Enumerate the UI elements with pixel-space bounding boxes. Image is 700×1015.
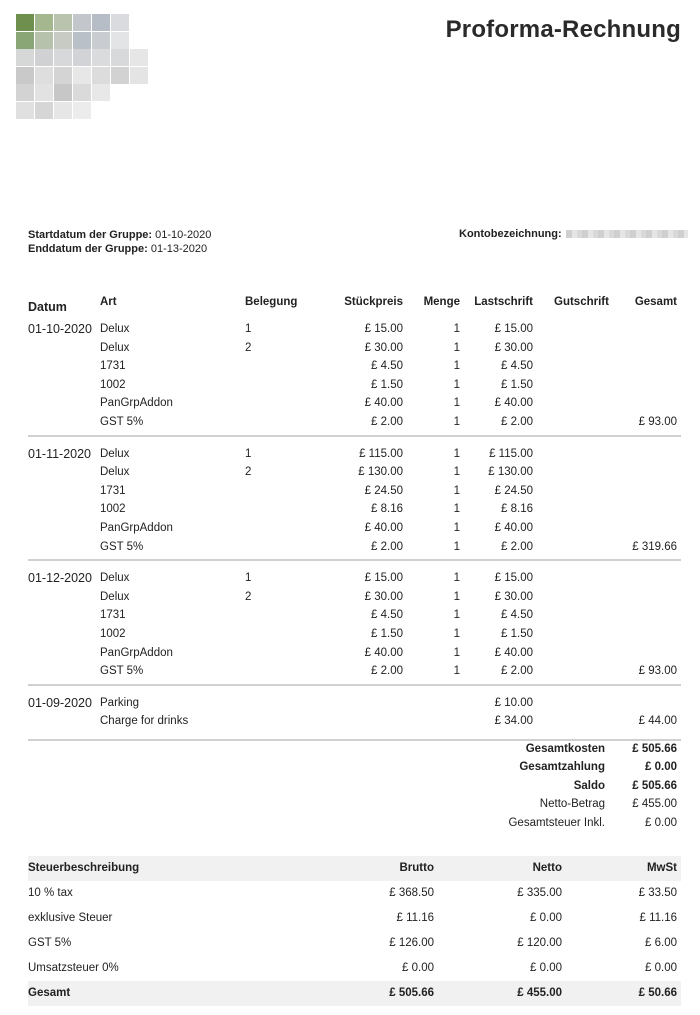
header-date: Datum (28, 300, 67, 314)
tax-table (28, 856, 681, 1006)
tax-header-brutto: Brutto (399, 862, 434, 874)
summary-label: Gesamtkosten (525, 743, 605, 755)
charge-art: Delux (100, 323, 130, 335)
logo-pixel (73, 67, 91, 84)
charge-lastschrift: £ 1.50 (501, 378, 533, 391)
charge-menge: 1 (453, 397, 460, 410)
header-menge: Menge (423, 296, 460, 308)
charge-lastschrift: £ 115.00 (489, 447, 533, 460)
account-name (459, 228, 688, 240)
tax-brutto: £ 368.50 (389, 887, 434, 899)
summary-value: £ 505.66 (632, 743, 677, 755)
charge-row (28, 320, 681, 339)
summary-label: Gesamtzahlung (519, 761, 605, 774)
charge-lastschrift: £ 4.50 (501, 360, 533, 373)
logo-pixel (92, 49, 110, 66)
charge-row (28, 712, 681, 731)
charge-row (28, 357, 681, 376)
tax-desc: 10 % tax (28, 887, 73, 899)
logo-pixel (35, 14, 53, 31)
charge-lastschrift: £ 8.16 (501, 503, 533, 516)
tax-mwst: £ 6.00 (645, 937, 677, 949)
charge-lastschrift: £ 2.00 (501, 540, 533, 553)
charge-group (28, 686, 681, 741)
logo-pixel (16, 84, 34, 101)
charge-stueckpreis: £ 40.00 (364, 521, 403, 534)
tax-netto: £ 335.00 (517, 887, 562, 899)
charge-belegung: 2 (245, 341, 252, 354)
charge-art: PanGrpAddon (100, 646, 173, 659)
charge-lastschrift: £ 2.00 (501, 665, 533, 678)
summary-value: £ 0.00 (645, 761, 677, 774)
charge-lastschrift: £ 1.50 (501, 627, 533, 640)
logo-pixel (73, 32, 91, 49)
tax-total-netto: £ 455.00 (517, 987, 562, 999)
charge-lastschrift: £ 15.00 (494, 323, 533, 335)
charge-group (28, 320, 681, 437)
charge-lastschrift: £ 34.00 (494, 715, 533, 728)
tax-brutto: £ 126.00 (389, 937, 434, 949)
charge-stueckpreis: £ 1.50 (371, 627, 403, 640)
charge-stueckpreis: £ 24.50 (364, 484, 403, 497)
charge-stueckpreis: £ 40.00 (364, 397, 403, 410)
charge-gesamt: £ 93.00 (638, 415, 677, 428)
start-date-label: Startdatum der Gruppe: (28, 229, 153, 241)
charge-gesamt: £ 319.66 (632, 540, 677, 553)
header-lastschrift: Lastschrift (474, 296, 533, 308)
charge-art: Charge for drinks (100, 715, 189, 728)
charge-belegung: 2 (245, 466, 252, 479)
charge-stueckpreis: £ 4.50 (371, 360, 403, 373)
charge-lastschrift: £ 2.00 (501, 415, 533, 428)
charge-stueckpreis: £ 4.50 (371, 609, 403, 622)
logo-pixel (130, 67, 148, 84)
charge-belegung: 1 (245, 323, 252, 335)
charge-gesamt: £ 44.00 (638, 715, 677, 728)
charge-art: Parking (100, 696, 139, 709)
charge-row (28, 569, 681, 588)
charge-art: GST 5% (100, 540, 144, 553)
charge-menge: 1 (453, 341, 460, 354)
group-date: 01-10-2020 (28, 322, 92, 336)
charge-row (28, 694, 681, 713)
charge-menge: 1 (453, 665, 460, 678)
company-logo (16, 14, 172, 120)
charge-art: PanGrpAddon (100, 521, 173, 534)
charge-lastschrift: £ 40.00 (494, 397, 533, 410)
tax-mwst: £ 33.50 (638, 887, 677, 899)
logo-pixel (111, 32, 129, 49)
summary-label: Gesamtsteuer Inkl. (508, 816, 605, 829)
charge-menge: 1 (453, 484, 460, 497)
charge-lastschrift: £ 40.00 (494, 646, 533, 659)
charge-art: 1002 (100, 627, 126, 640)
charge-art: 1731 (100, 609, 126, 622)
header-stueckpreis: Stückpreis (344, 296, 403, 308)
charge-stueckpreis: £ 2.00 (371, 540, 403, 553)
charge-stueckpreis: £ 30.00 (364, 341, 403, 354)
charge-lastschrift: £ 4.50 (501, 609, 533, 622)
charge-belegung: 1 (245, 572, 252, 585)
logo-pixel (111, 67, 129, 84)
charge-stueckpreis: £ 115.00 (359, 447, 403, 460)
charge-lastschrift: £ 15.00 (494, 572, 533, 585)
end-date-label: Enddatum der Gruppe: (28, 243, 148, 255)
summary-row (28, 814, 681, 832)
start-date-value: 01-10-2020 (155, 229, 212, 241)
charge-art: PanGrpAddon (100, 397, 173, 410)
tax-mwst: £ 0.00 (645, 962, 677, 974)
charge-row (28, 413, 681, 432)
charge-art: 1731 (100, 360, 126, 373)
charge-row (28, 394, 681, 413)
logo-pixel (16, 102, 34, 119)
logo-pixel (16, 32, 34, 49)
group-date: 01-09-2020 (28, 695, 92, 710)
charge-menge: 1 (453, 415, 460, 428)
charge-belegung: 2 (245, 590, 252, 603)
summary-value: £ 505.66 (632, 779, 677, 792)
charge-art: 1731 (100, 484, 126, 497)
charge-menge: 1 (453, 323, 460, 335)
summary-label: Netto-Betrag (539, 798, 605, 811)
header-art: Art (100, 296, 117, 308)
tax-desc: Umsatzsteuer 0% (28, 962, 119, 974)
summary-label: Saldo (573, 779, 605, 792)
header-gesamt: Gesamt (634, 296, 677, 308)
group-date: 01-12-2020 (28, 571, 92, 586)
group-date: 01-11-2020 (28, 446, 92, 461)
charge-menge: 1 (453, 627, 460, 640)
tax-header-mwst: MwSt (646, 862, 677, 874)
end-date-value: 01-13-2020 (150, 243, 208, 255)
tax-desc: exklusive Steuer (28, 912, 113, 924)
charge-menge: 1 (453, 360, 460, 373)
account-name-label: Kontobezeichnung: (459, 228, 562, 240)
charge-stueckpreis: £ 30.00 (364, 590, 403, 603)
tax-mwst: £ 11.16 (639, 912, 677, 924)
summary-row (28, 795, 681, 813)
charge-row (28, 339, 681, 358)
logo-pixel (73, 84, 91, 101)
logo-pixel (92, 84, 110, 101)
charge-lastschrift: £ 10.00 (494, 696, 533, 709)
logo-pixel (92, 14, 110, 31)
charge-stueckpreis: £ 130.00 (358, 466, 403, 479)
tax-netto: £ 120.00 (517, 937, 562, 949)
tax-brutto: £ 11.16 (396, 912, 434, 924)
charge-art: Delux (100, 447, 130, 460)
tax-brutto: £ 0.00 (402, 962, 434, 974)
charge-menge: 1 (453, 572, 460, 585)
charge-lastschrift: £ 30.00 (494, 341, 533, 354)
charge-art: 1002 (100, 503, 126, 516)
charge-lastschrift: £ 130.00 (488, 466, 533, 479)
charge-row (28, 482, 681, 501)
tax-header-netto: Netto (532, 862, 562, 874)
charge-menge: 1 (453, 609, 460, 622)
charge-menge: 1 (453, 466, 460, 479)
charge-stueckpreis: £ 1.50 (371, 378, 403, 391)
tax-row (28, 881, 681, 906)
charge-row (28, 606, 681, 625)
summary-row (28, 758, 681, 776)
tax-netto: £ 0.00 (530, 962, 562, 974)
tax-total-desc: Gesamt (28, 987, 71, 999)
charges-table (28, 296, 681, 741)
charge-lastschrift: £ 40.00 (494, 521, 533, 534)
logo-pixel (16, 67, 34, 84)
logo-pixel (35, 49, 53, 66)
header-belegung: Belegung (245, 296, 298, 308)
summary-row (28, 740, 681, 758)
tax-desc: GST 5% (28, 937, 72, 949)
charge-row (28, 662, 681, 681)
logo-pixel (35, 32, 53, 49)
tax-netto: £ 0.00 (530, 912, 562, 924)
logo-pixel (35, 67, 53, 84)
charge-art: Delux (100, 341, 130, 354)
charge-lastschrift: £ 24.50 (494, 484, 533, 497)
logo-pixel (35, 102, 53, 119)
logo-pixel (130, 49, 148, 66)
charge-stueckpreis: £ 40.00 (364, 646, 403, 659)
logo-pixel (54, 102, 72, 119)
charge-art: Delux (100, 572, 130, 585)
logo-pixel (54, 49, 72, 66)
charge-menge: 1 (453, 540, 460, 553)
charge-art: GST 5% (100, 415, 144, 428)
tax-total-mwst: £ 50.66 (638, 987, 677, 999)
charge-art: 1002 (100, 378, 126, 391)
logo-pixel (54, 32, 72, 49)
charge-menge: 1 (453, 521, 460, 534)
charge-stueckpreis: £ 15.00 (364, 572, 403, 585)
summary-row (28, 777, 681, 795)
charge-row (28, 500, 681, 519)
charge-group (28, 561, 681, 686)
summary-value: £ 455.00 (632, 798, 677, 811)
account-name-redacted (566, 230, 688, 238)
logo-pixel (92, 67, 110, 84)
header-gutschrift: Gutschrift (554, 296, 609, 308)
charge-row (28, 463, 681, 482)
tax-rows (28, 881, 681, 981)
charges-header (28, 296, 681, 320)
tax-header (28, 856, 681, 881)
charge-group (28, 437, 681, 562)
tax-row (28, 906, 681, 931)
logo-pixel (35, 84, 53, 101)
tax-row (28, 931, 681, 956)
charge-groups (28, 320, 681, 741)
charge-row (28, 538, 681, 557)
logo-pixel (54, 84, 72, 101)
charge-belegung: 1 (245, 447, 252, 460)
charge-stueckpreis: £ 15.00 (364, 323, 403, 335)
charge-stueckpreis: £ 2.00 (371, 665, 403, 678)
logo-pixel (111, 14, 129, 31)
charge-lastschrift: £ 30.00 (494, 590, 533, 603)
tax-row (28, 956, 681, 981)
charge-menge: 1 (453, 447, 460, 460)
logo-pixel (73, 102, 91, 119)
charge-row (28, 625, 681, 644)
charge-row (28, 519, 681, 538)
logo-pixel (92, 32, 110, 49)
charge-stueckpreis: £ 2.00 (371, 415, 403, 428)
logo-pixel (16, 14, 34, 31)
summary-value: £ 0.00 (645, 816, 677, 829)
document-title: Proforma-Rechnung (445, 16, 681, 43)
charge-menge: 1 (453, 646, 460, 659)
logo-pixel (73, 49, 91, 66)
charge-menge: 1 (453, 378, 460, 391)
tax-header-desc: Steuerbeschreibung (28, 862, 140, 874)
logo-pixel (16, 49, 34, 66)
charge-gesamt: £ 93.00 (638, 665, 677, 678)
charge-stueckpreis: £ 8.16 (371, 503, 403, 516)
charge-art: Delux (100, 590, 130, 603)
charge-row (28, 644, 681, 663)
charge-row (28, 588, 681, 607)
charge-menge: 1 (453, 590, 460, 603)
charge-art: Delux (100, 466, 130, 479)
logo-pixel (111, 49, 129, 66)
totals-summary (28, 740, 681, 832)
charge-row (28, 445, 681, 464)
tax-total-row (28, 981, 681, 1006)
charge-row (28, 376, 681, 395)
tax-total-brutto: £ 505.66 (389, 987, 434, 999)
group-period (28, 228, 211, 256)
logo-pixel (54, 67, 72, 84)
charge-menge: 1 (453, 503, 460, 516)
charge-art: GST 5% (100, 665, 144, 678)
logo-pixel (54, 14, 72, 31)
logo-pixel (73, 14, 91, 31)
